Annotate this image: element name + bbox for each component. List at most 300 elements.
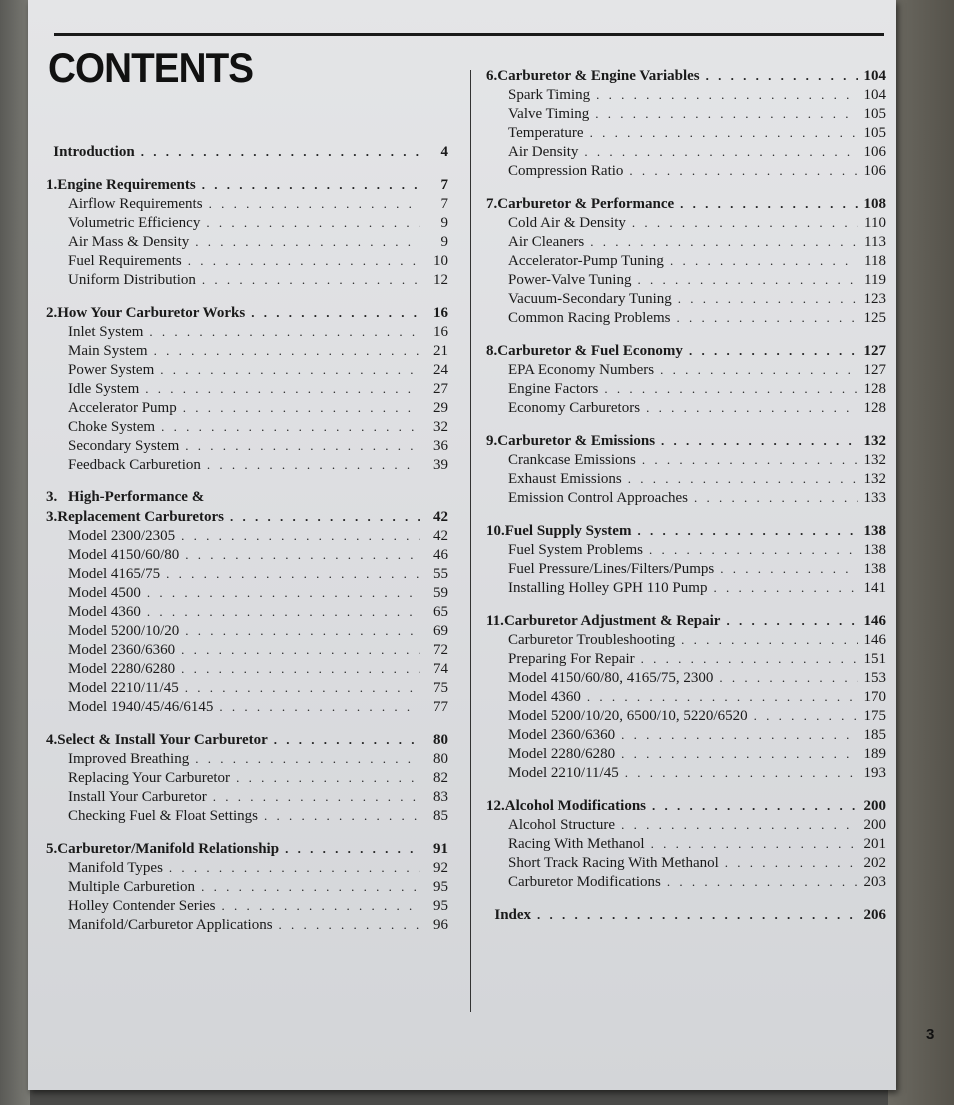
dot-leader bbox=[595, 104, 857, 123]
entry-title: Engine Factors bbox=[508, 381, 599, 397]
entry-title: Improved Breathing bbox=[68, 751, 190, 767]
contents-page bbox=[28, 0, 935, 1090]
entry-title: Manifold Types bbox=[68, 860, 163, 876]
entry-title: Holley Contender Series bbox=[68, 898, 216, 914]
entry-page: 55 bbox=[433, 566, 448, 582]
background-left bbox=[0, 0, 30, 1105]
toc-entry-row bbox=[46, 526, 448, 545]
toc-entry-row bbox=[486, 649, 886, 668]
entry-title: Install Your Carburetor bbox=[68, 789, 207, 805]
dot-leader bbox=[185, 621, 420, 640]
dot-leader bbox=[621, 725, 857, 744]
entry-title: Model 4165/75 bbox=[68, 566, 161, 582]
entry-title: Model 5200/10/20, 6500/10, 5220/6520 bbox=[508, 708, 748, 724]
chapter-number: 1. bbox=[46, 177, 58, 193]
dot-leader bbox=[678, 289, 858, 308]
section-gap bbox=[46, 716, 448, 730]
toc-entry-row bbox=[486, 744, 886, 763]
dot-leader bbox=[661, 431, 857, 450]
dot-leader bbox=[652, 796, 858, 815]
dot-leader bbox=[181, 640, 420, 659]
entry-page: 27 bbox=[433, 381, 448, 397]
dot-leader bbox=[689, 341, 858, 360]
entry-title: Airflow Requirements bbox=[68, 196, 203, 212]
toc-entry-row bbox=[486, 578, 886, 597]
dot-leader bbox=[264, 806, 420, 825]
entry-title: Carburetor Modifications bbox=[508, 874, 661, 890]
chapter-number: 5. bbox=[46, 841, 58, 857]
dot-leader bbox=[274, 730, 420, 749]
entry-page: 39 bbox=[433, 457, 448, 473]
toc-section bbox=[486, 905, 886, 924]
toc-entry-row bbox=[46, 621, 448, 640]
chapter-title: Carburetor Adjustment & Repair bbox=[503, 613, 721, 629]
entry-page: 189 bbox=[863, 746, 886, 762]
toc-section bbox=[486, 796, 886, 891]
entry-title: Model 2210/11/45 bbox=[68, 680, 179, 696]
dot-leader bbox=[195, 749, 420, 768]
dot-leader bbox=[154, 341, 420, 360]
toc-entry-row bbox=[486, 308, 886, 327]
toc-entry-row bbox=[486, 488, 886, 507]
entry-page: 119 bbox=[864, 272, 886, 288]
dot-leader bbox=[160, 360, 420, 379]
entry-title: Valve Timing bbox=[508, 106, 590, 122]
chapter-page: 138 bbox=[863, 523, 886, 539]
entry-title: Vacuum-Secondary Tuning bbox=[508, 291, 672, 307]
chapter-title: Alcohol Modifications bbox=[504, 798, 646, 814]
dot-leader bbox=[660, 360, 857, 379]
chapter-page: 42 bbox=[433, 509, 448, 525]
toc-entry-row bbox=[486, 360, 886, 379]
entry-page: 104 bbox=[863, 87, 886, 103]
toc-entry-row bbox=[486, 379, 886, 398]
toc-chapter-row bbox=[46, 175, 448, 194]
entry-title: Temperature bbox=[508, 125, 584, 141]
toc-entry-row bbox=[46, 806, 448, 825]
entry-page: 200 bbox=[863, 817, 886, 833]
dot-leader bbox=[206, 213, 420, 232]
entry-title: Air Cleaners bbox=[508, 234, 585, 250]
toc-section bbox=[486, 66, 886, 180]
chapter-title: Carburetor/Manifold Relationship bbox=[57, 841, 280, 857]
chapter-page: 104 bbox=[863, 68, 886, 84]
toc-section bbox=[486, 194, 886, 327]
toc-entry-row bbox=[486, 853, 886, 872]
toc-entry-row bbox=[46, 564, 448, 583]
toc-entry-row bbox=[46, 640, 448, 659]
toc-section bbox=[486, 521, 886, 597]
entry-page: 123 bbox=[863, 291, 886, 307]
toc-section bbox=[46, 175, 448, 289]
dot-leader bbox=[667, 872, 858, 891]
toc-section bbox=[486, 611, 886, 782]
chapter-number: 8. bbox=[486, 343, 498, 359]
dot-leader bbox=[646, 398, 857, 417]
dot-leader bbox=[670, 251, 858, 270]
toc-entry-row bbox=[46, 896, 448, 915]
entry-page: 96 bbox=[433, 917, 448, 933]
toc-chapter-row bbox=[46, 142, 448, 161]
toc-entry-row bbox=[486, 270, 886, 289]
toc-entry-row bbox=[46, 915, 448, 934]
chapter-page: 206 bbox=[863, 907, 886, 923]
toc-entry-row bbox=[46, 768, 448, 787]
dot-leader bbox=[726, 611, 857, 630]
entry-title: Multiple Carburetion bbox=[68, 879, 196, 895]
entry-title: Model 2300/2305 bbox=[68, 528, 176, 544]
toc-entry-row bbox=[46, 417, 448, 436]
toc-chapter-row bbox=[46, 488, 448, 507]
entry-page: 92 bbox=[433, 860, 448, 876]
dot-leader bbox=[183, 398, 420, 417]
dot-leader bbox=[642, 450, 858, 469]
dot-leader bbox=[251, 303, 420, 322]
dot-leader bbox=[651, 834, 858, 853]
dot-leader bbox=[637, 270, 858, 289]
toc-entry-row bbox=[486, 161, 886, 180]
entry-page: 105 bbox=[863, 106, 886, 122]
entry-title: Model 1940/45/46/6145 bbox=[68, 699, 214, 715]
chapter-number: 12. bbox=[486, 798, 505, 814]
dot-leader bbox=[169, 858, 420, 877]
chapter-title: Fuel Supply System bbox=[504, 523, 632, 539]
top-rule bbox=[54, 33, 884, 36]
entry-title: Racing With Methanol bbox=[508, 836, 645, 852]
background-right bbox=[888, 0, 954, 1105]
chapter-page: 108 bbox=[863, 196, 886, 212]
dot-leader bbox=[279, 915, 420, 934]
chapter-page: 91 bbox=[433, 841, 448, 857]
toc-chapter-row bbox=[46, 303, 448, 322]
entry-page: 201 bbox=[863, 836, 886, 852]
dot-leader bbox=[161, 417, 420, 436]
entry-title: Idle System bbox=[68, 381, 140, 397]
dot-leader bbox=[236, 768, 420, 787]
toc-entry-row bbox=[46, 697, 448, 716]
entry-page: 175 bbox=[863, 708, 886, 724]
dot-leader bbox=[147, 602, 420, 621]
entry-title: Main System bbox=[68, 343, 148, 359]
toc-entry-row bbox=[486, 450, 886, 469]
section-gap bbox=[46, 825, 448, 839]
chapter-page: 127 bbox=[863, 343, 886, 359]
dot-leader bbox=[719, 668, 857, 687]
toc-entry-row bbox=[46, 251, 448, 270]
toc-entry-row bbox=[486, 540, 886, 559]
toc-entry-row bbox=[486, 834, 886, 853]
entry-title: Secondary System bbox=[68, 438, 180, 454]
dot-leader bbox=[149, 322, 420, 341]
entry-title: Alcohol Structure bbox=[508, 817, 616, 833]
dot-leader bbox=[725, 853, 858, 872]
entry-page: 46 bbox=[433, 547, 448, 563]
toc-entry-row bbox=[486, 630, 886, 649]
dot-leader bbox=[188, 251, 420, 270]
toc-entry-row bbox=[486, 104, 886, 123]
toc-entry-row bbox=[486, 872, 886, 891]
toc-section bbox=[46, 730, 448, 825]
section-gap bbox=[46, 474, 448, 488]
chapter-number: 6. bbox=[486, 68, 498, 84]
entry-title: Manifold/Carburetor Applications bbox=[68, 917, 273, 933]
toc-entry-row bbox=[46, 678, 448, 697]
entry-title: Accelerator-Pump Tuning bbox=[508, 253, 664, 269]
entry-title: Fuel Pressure/Lines/Filters/Pumps bbox=[508, 561, 715, 577]
dot-leader bbox=[147, 583, 420, 602]
entry-title: Model 4360 bbox=[508, 689, 581, 705]
toc-section bbox=[46, 142, 448, 161]
dot-leader bbox=[221, 896, 420, 915]
toc-section bbox=[46, 303, 448, 474]
chapter-page: 200 bbox=[863, 798, 886, 814]
entry-page: 170 bbox=[863, 689, 886, 705]
entry-page: 203 bbox=[863, 874, 886, 890]
dot-leader bbox=[209, 194, 420, 213]
entry-page: 69 bbox=[433, 623, 448, 639]
entry-page: 106 bbox=[863, 163, 886, 179]
toc-entry-row bbox=[486, 763, 886, 782]
dot-leader bbox=[621, 744, 857, 763]
entry-page: 127 bbox=[863, 362, 886, 378]
section-gap bbox=[486, 180, 886, 194]
toc-entry-row bbox=[46, 379, 448, 398]
entry-title: Installing Holley GPH 110 Pump bbox=[508, 580, 708, 596]
dot-leader bbox=[195, 232, 420, 251]
entry-title: Compression Ratio bbox=[508, 163, 624, 179]
chapter-number: 3. bbox=[46, 489, 58, 505]
toc-entry-row bbox=[46, 749, 448, 768]
entry-title: Volumetric Efficiency bbox=[68, 215, 201, 231]
entry-page: 113 bbox=[864, 234, 886, 250]
dot-leader bbox=[537, 905, 857, 924]
toc-entry-row bbox=[486, 469, 886, 488]
toc-entry-row bbox=[486, 289, 886, 308]
toc-entry-row bbox=[46, 270, 448, 289]
entry-page: 153 bbox=[863, 670, 886, 686]
toc-entry-row bbox=[46, 436, 448, 455]
entry-page: 132 bbox=[863, 452, 886, 468]
page-number: 3 bbox=[926, 1026, 935, 1043]
entry-title: Choke System bbox=[68, 419, 156, 435]
dot-leader bbox=[202, 175, 420, 194]
dot-leader bbox=[649, 540, 857, 559]
entry-page: 9 bbox=[440, 215, 448, 231]
toc-entry-row bbox=[486, 815, 886, 834]
left-toc-column bbox=[46, 142, 448, 934]
chapter-number: 9. bbox=[486, 433, 498, 449]
toc-chapter-row bbox=[486, 521, 886, 540]
chapter-page: 146 bbox=[863, 613, 886, 629]
section-gap bbox=[46, 161, 448, 175]
dot-leader bbox=[181, 526, 420, 545]
chapter-title: High-Performance & bbox=[68, 489, 205, 505]
chapter-page: 16 bbox=[433, 305, 448, 321]
entry-page: 118 bbox=[864, 253, 886, 269]
entry-title: Model 4500 bbox=[68, 585, 141, 601]
entry-page: 12 bbox=[433, 272, 448, 288]
entry-page: 133 bbox=[863, 490, 886, 506]
dot-leader bbox=[285, 839, 420, 858]
entry-page: 42 bbox=[433, 528, 448, 544]
toc-entry-row bbox=[486, 142, 886, 161]
toc-chapter-row bbox=[486, 66, 886, 85]
chapter-title: Carburetor & Engine Variables bbox=[497, 68, 700, 84]
entry-title: Short Track Racing With Methanol bbox=[508, 855, 719, 871]
dot-leader bbox=[628, 469, 858, 488]
toc-entry-row bbox=[46, 545, 448, 564]
toc-entry-row bbox=[486, 232, 886, 251]
dot-leader bbox=[681, 630, 857, 649]
dot-leader bbox=[587, 687, 858, 706]
toc-section bbox=[46, 488, 448, 716]
toc-chapter-row bbox=[486, 611, 886, 630]
toc-chapter-row bbox=[486, 194, 886, 213]
entry-page: 125 bbox=[863, 310, 886, 326]
column-divider bbox=[470, 70, 471, 1012]
chapter-title: Introduction bbox=[53, 144, 135, 160]
entry-page: 185 bbox=[863, 727, 886, 743]
dot-leader bbox=[590, 232, 858, 251]
dot-leader bbox=[637, 521, 857, 540]
chapter-title: Select & Install Your Carburetor bbox=[57, 732, 268, 748]
chapter-number: 2. bbox=[46, 305, 58, 321]
chapter-number: 3. bbox=[46, 509, 58, 525]
dot-leader bbox=[596, 85, 857, 104]
toc-entry-row bbox=[46, 877, 448, 896]
entry-title: Power System bbox=[68, 362, 155, 378]
right-toc-column bbox=[486, 66, 886, 924]
dot-leader bbox=[632, 213, 858, 232]
dot-leader bbox=[219, 697, 420, 716]
dot-leader bbox=[230, 507, 420, 526]
toc-entry-row bbox=[486, 251, 886, 270]
dot-leader bbox=[202, 270, 420, 289]
dot-leader bbox=[181, 659, 420, 678]
entry-title: Fuel Requirements bbox=[68, 253, 182, 269]
entry-page: 24 bbox=[433, 362, 448, 378]
toc-entry-row bbox=[486, 213, 886, 232]
entry-page: 65 bbox=[433, 604, 448, 620]
entry-page: 74 bbox=[433, 661, 448, 677]
entry-title: Cold Air & Density bbox=[508, 215, 626, 231]
chapter-number: 10. bbox=[486, 523, 505, 539]
entry-page: 138 bbox=[863, 542, 886, 558]
toc-chapter-row bbox=[486, 796, 886, 815]
toc-entry-row bbox=[486, 85, 886, 104]
entry-page: 95 bbox=[433, 898, 448, 914]
entry-page: 202 bbox=[863, 855, 886, 871]
entry-title: Emission Control Approaches bbox=[508, 490, 688, 506]
entry-title: Carburetor Troubleshooting bbox=[508, 632, 676, 648]
section-gap bbox=[46, 289, 448, 303]
entry-title: Checking Fuel & Float Settings bbox=[68, 808, 258, 824]
entry-page: 193 bbox=[863, 765, 886, 781]
chapter-title: Index bbox=[494, 907, 532, 923]
dot-leader bbox=[213, 787, 420, 806]
entry-page: 21 bbox=[433, 343, 448, 359]
chapter-number: 7. bbox=[486, 196, 498, 212]
entry-page: 9 bbox=[440, 234, 448, 250]
entry-title: Feedback Carburetion bbox=[68, 457, 201, 473]
chapter-page: 7 bbox=[440, 177, 448, 193]
entry-title: Model 4360 bbox=[68, 604, 141, 620]
entry-page: 146 bbox=[863, 632, 886, 648]
dot-leader bbox=[604, 379, 857, 398]
entry-page: 29 bbox=[433, 400, 448, 416]
section-gap bbox=[486, 597, 886, 611]
entry-title: Model 2360/6360 bbox=[68, 642, 176, 658]
entry-title: Model 4150/60/80 bbox=[68, 547, 180, 563]
entry-title: Model 2360/6360 bbox=[508, 727, 616, 743]
dot-leader bbox=[141, 142, 420, 161]
entry-page: 77 bbox=[433, 699, 448, 715]
entry-title: Replacing Your Carburetor bbox=[68, 770, 231, 786]
section-gap bbox=[486, 507, 886, 521]
section-gap bbox=[486, 782, 886, 796]
entry-page: 83 bbox=[433, 789, 448, 805]
toc-entry-row bbox=[46, 341, 448, 360]
entry-page: 32 bbox=[433, 419, 448, 435]
chapter-title: How Your Carburetor Works bbox=[57, 305, 246, 321]
toc-entry-row bbox=[486, 687, 886, 706]
toc-chapter-row bbox=[486, 905, 886, 924]
entry-page: 105 bbox=[863, 125, 886, 141]
entry-title: Preparing For Repair bbox=[508, 651, 635, 667]
toc-entry-row bbox=[46, 583, 448, 602]
entry-page: 72 bbox=[433, 642, 448, 658]
entry-page: 141 bbox=[863, 580, 886, 596]
section-gap bbox=[486, 327, 886, 341]
entry-page: 85 bbox=[433, 808, 448, 824]
dot-leader bbox=[720, 559, 857, 578]
toc-chapter-row bbox=[46, 839, 448, 858]
toc-entry-row bbox=[46, 858, 448, 877]
toc-entry-row bbox=[46, 455, 448, 474]
entry-page: 110 bbox=[864, 215, 886, 231]
chapter-title: Carburetor & Emissions bbox=[497, 433, 656, 449]
section-gap bbox=[486, 891, 886, 905]
entry-page: 75 bbox=[433, 680, 448, 696]
chapter-title: Carburetor & Performance bbox=[497, 196, 675, 212]
entry-title: Model 2280/6280 bbox=[68, 661, 176, 677]
dot-leader bbox=[201, 877, 420, 896]
chapter-number: 4. bbox=[46, 732, 58, 748]
toc-section bbox=[46, 839, 448, 934]
dot-leader bbox=[677, 308, 858, 327]
toc-entry-row bbox=[486, 706, 886, 725]
toc-entry-row bbox=[46, 398, 448, 417]
entry-page: 128 bbox=[863, 381, 886, 397]
dot-leader bbox=[706, 66, 858, 85]
section-gap bbox=[486, 417, 886, 431]
toc-entry-row bbox=[46, 194, 448, 213]
dot-leader bbox=[207, 455, 420, 474]
dot-leader bbox=[629, 161, 857, 180]
chapter-number: 11. bbox=[486, 613, 504, 629]
dot-leader bbox=[621, 815, 857, 834]
toc-chapter-row bbox=[46, 507, 448, 526]
dot-leader bbox=[680, 194, 857, 213]
entry-title: Spark Timing bbox=[508, 87, 591, 103]
toc-entry-row bbox=[486, 725, 886, 744]
chapter-page: 80 bbox=[433, 732, 448, 748]
toc-entry-row bbox=[486, 398, 886, 417]
toc-entry-row bbox=[486, 123, 886, 142]
entry-page: 36 bbox=[433, 438, 448, 454]
toc-chapter-row bbox=[46, 730, 448, 749]
entry-page: 59 bbox=[433, 585, 448, 601]
